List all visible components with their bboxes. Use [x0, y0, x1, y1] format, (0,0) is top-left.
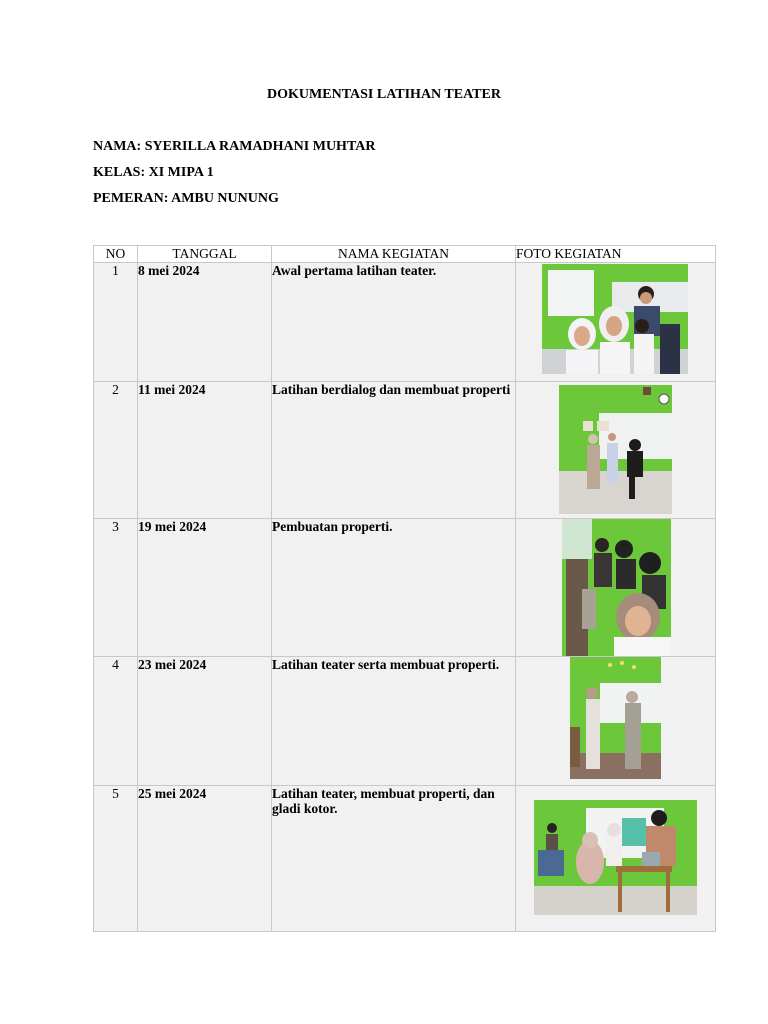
- row-photo-cell: [516, 263, 716, 382]
- table-row: [94, 382, 716, 519]
- header-tanggal: TANGGAL: [138, 246, 272, 263]
- activity-photo: [534, 800, 697, 915]
- activity-photo: [542, 264, 688, 374]
- row-date: 11 mei 2024: [138, 382, 272, 519]
- row-photo-cell: [516, 382, 716, 519]
- row-date: 19 mei 2024: [138, 519, 272, 657]
- activity-table: [93, 245, 716, 932]
- row-no: 5: [94, 786, 138, 932]
- row-no: 3: [94, 519, 138, 657]
- row-activity: Pembuatan properti.: [272, 519, 516, 657]
- activity-photo: [559, 385, 672, 514]
- row-no: 1: [94, 263, 138, 382]
- table-row: [94, 519, 716, 657]
- row-date: 8 mei 2024: [138, 263, 272, 382]
- header-kegiatan: NAMA KEGIATAN: [272, 246, 516, 263]
- activity-photo: [570, 657, 661, 779]
- row-activity: Latihan berdialog dan membuat properti: [272, 382, 516, 519]
- activity-photo: [562, 519, 671, 656]
- student-class: KELAS: XI MIPA 1: [93, 165, 214, 180]
- row-activity: Latihan teater, membuat properti, dan gladi kotor.: [272, 786, 516, 932]
- row-date: 25 mei 2024: [138, 786, 272, 932]
- table-row: [94, 657, 716, 786]
- row-no: 4: [94, 657, 138, 786]
- student-name: NAMA: SYERILLA RAMADHANI MUHTAR: [93, 139, 376, 154]
- row-photo-cell: [516, 786, 716, 932]
- row-date: 23 mei 2024: [138, 657, 272, 786]
- header-foto: FOTO KEGIATAN: [516, 246, 716, 263]
- row-activity: Latihan teater serta membuat properti.: [272, 657, 516, 786]
- page-title: DOKUMENTASI LATIHAN TEATER: [267, 87, 501, 102]
- header-no: NO: [94, 246, 138, 263]
- row-photo-cell: [516, 657, 716, 786]
- table-header-row: [94, 246, 716, 263]
- row-photo-cell: [516, 519, 716, 657]
- table-row: [94, 263, 716, 382]
- student-role: PEMERAN: AMBU NUNUNG: [93, 191, 279, 206]
- row-no: 2: [94, 382, 138, 519]
- row-activity: Awal pertama latihan teater.: [272, 263, 516, 382]
- table-row: [94, 786, 716, 932]
